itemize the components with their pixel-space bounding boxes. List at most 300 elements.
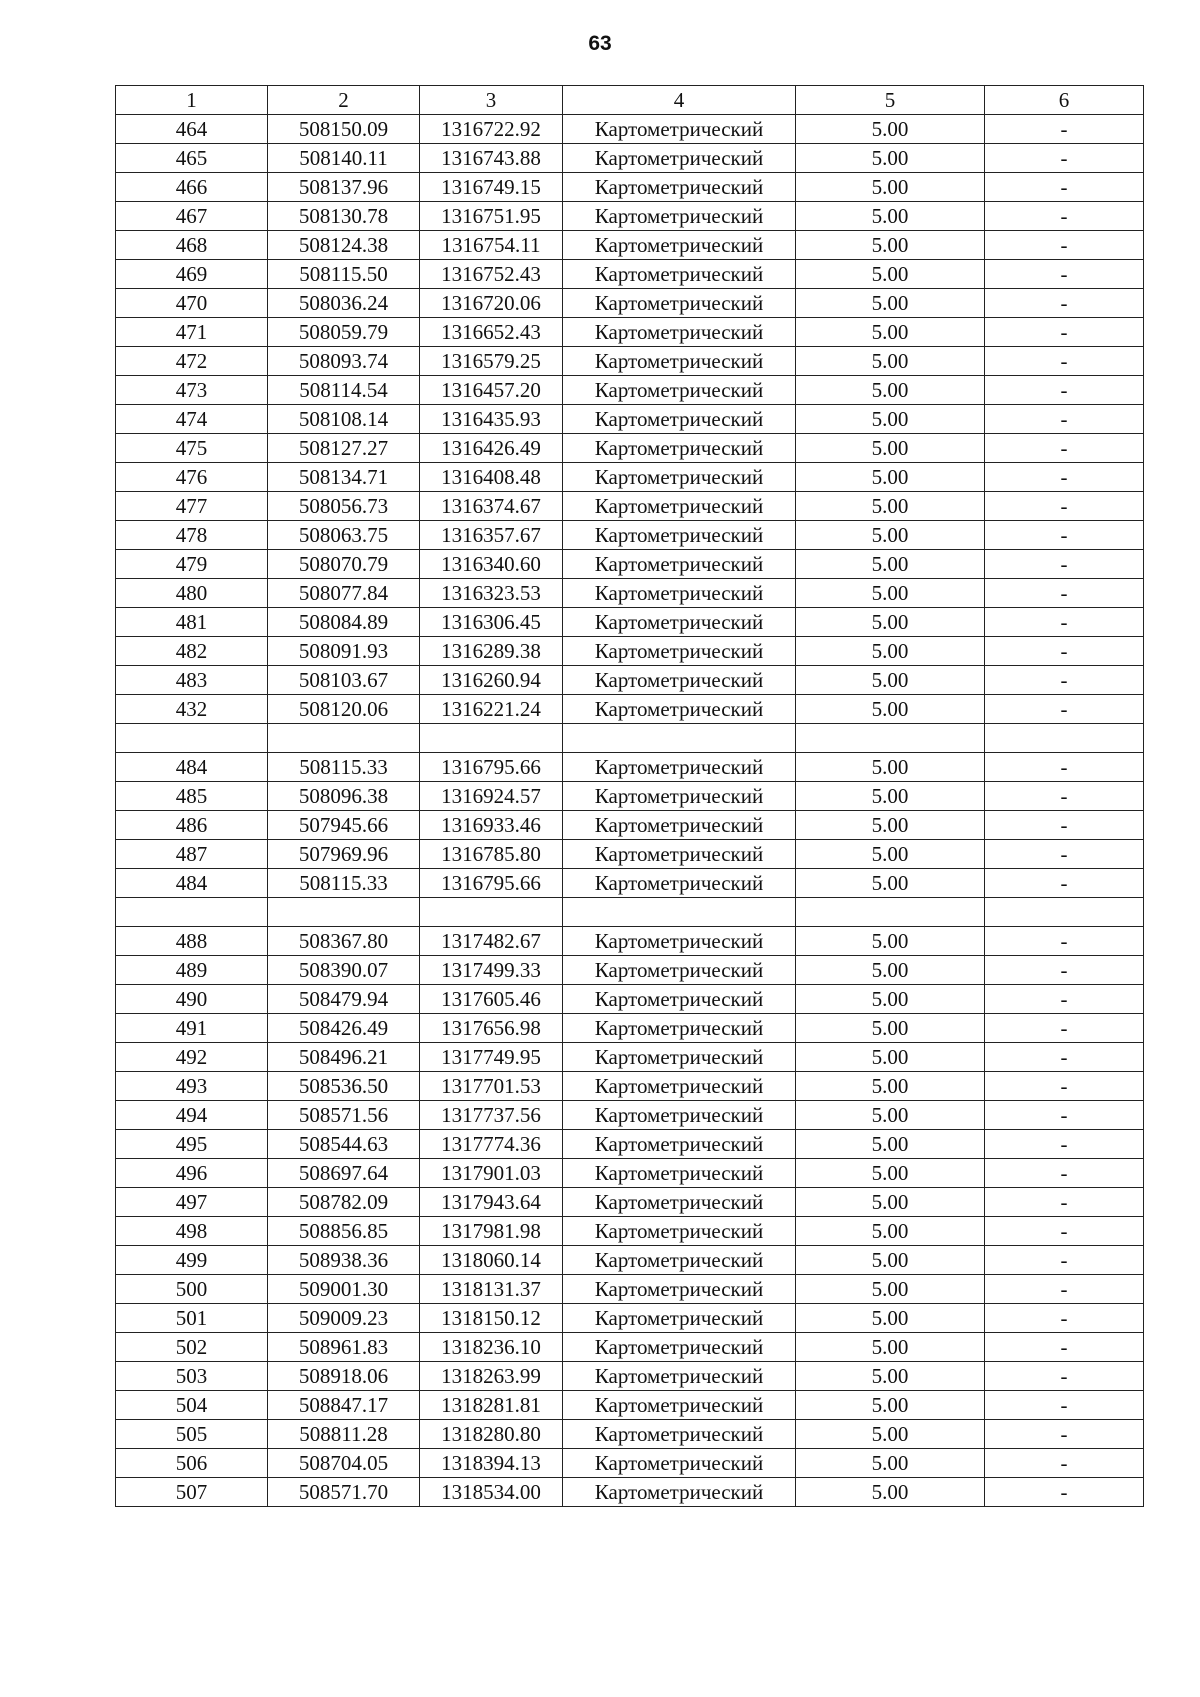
method-cell: Картометрический (563, 231, 796, 260)
point-number-cell: 479 (116, 550, 268, 579)
table-row (116, 1246, 1144, 1275)
table-row (116, 434, 1144, 463)
table-row (116, 782, 1144, 811)
method-cell: Картометрический (563, 492, 796, 521)
table-row (116, 1449, 1144, 1478)
x-coordinate-cell: 508096.38 (268, 782, 420, 811)
y-coordinate-cell: 1318150.12 (420, 1304, 563, 1333)
note-cell: - (985, 1391, 1144, 1420)
point-number-cell: 491 (116, 1014, 268, 1043)
point-number-cell: 485 (116, 782, 268, 811)
point-number-cell: 483 (116, 666, 268, 695)
note-cell: - (985, 608, 1144, 637)
accuracy-cell: 5.00 (796, 637, 985, 666)
table-row (116, 1217, 1144, 1246)
note-cell: - (985, 753, 1144, 782)
point-number-cell: 482 (116, 637, 268, 666)
note-cell: - (985, 1478, 1144, 1507)
accuracy-cell: 5.00 (796, 376, 985, 405)
method-cell: Картометрический (563, 521, 796, 550)
accuracy-cell: 5.00 (796, 1449, 985, 1478)
point-number-cell: 472 (116, 347, 268, 376)
note-cell (985, 724, 1144, 753)
y-coordinate-cell: 1316720.06 (420, 289, 563, 318)
accuracy-cell: 5.00 (796, 956, 985, 985)
table-row (116, 376, 1144, 405)
accuracy-cell: 5.00 (796, 782, 985, 811)
x-coordinate-cell: 508108.14 (268, 405, 420, 434)
method-cell: Картометрический (563, 405, 796, 434)
accuracy-cell: 5.00 (796, 405, 985, 434)
table-row (116, 1304, 1144, 1333)
table-row (116, 985, 1144, 1014)
point-number-cell: 489 (116, 956, 268, 985)
point-number-cell: 500 (116, 1275, 268, 1304)
y-coordinate-cell: 1317901.03 (420, 1159, 563, 1188)
x-coordinate-cell: 508130.78 (268, 202, 420, 231)
table-row (116, 1159, 1144, 1188)
table-row (116, 1188, 1144, 1217)
x-coordinate-cell: 508070.79 (268, 550, 420, 579)
y-coordinate-cell: 1316754.11 (420, 231, 563, 260)
table-row (116, 405, 1144, 434)
accuracy-cell: 5.00 (796, 1101, 985, 1130)
point-number-cell: 495 (116, 1130, 268, 1159)
x-coordinate-cell: 508103.67 (268, 666, 420, 695)
method-cell: Картометрический (563, 1391, 796, 1420)
column-header: 2 (268, 86, 420, 115)
y-coordinate-cell: 1316722.92 (420, 115, 563, 144)
point-number-cell: 504 (116, 1391, 268, 1420)
point-number-cell: 477 (116, 492, 268, 521)
column-header: 4 (563, 86, 796, 115)
note-cell: - (985, 1304, 1144, 1333)
column-header: 1 (116, 86, 268, 115)
y-coordinate-cell: 1316260.94 (420, 666, 563, 695)
x-coordinate-cell: 508496.21 (268, 1043, 420, 1072)
table-row (116, 1275, 1144, 1304)
accuracy-cell: 5.00 (796, 492, 985, 521)
table-row (116, 1362, 1144, 1391)
note-cell: - (985, 1072, 1144, 1101)
accuracy-cell: 5.00 (796, 1304, 985, 1333)
method-cell: Картометрический (563, 376, 796, 405)
note-cell: - (985, 260, 1144, 289)
y-coordinate-cell: 1318131.37 (420, 1275, 563, 1304)
x-coordinate-cell: 508114.54 (268, 376, 420, 405)
method-cell: Картометрический (563, 811, 796, 840)
note-cell: - (985, 1217, 1144, 1246)
table-row (116, 869, 1144, 898)
method-cell: Картометрический (563, 608, 796, 637)
method-cell: Картометрический (563, 956, 796, 985)
point-number-cell: 471 (116, 318, 268, 347)
table-row (116, 666, 1144, 695)
table-row (116, 144, 1144, 173)
method-cell: Картометрический (563, 695, 796, 724)
coordinates-table (115, 85, 1144, 1507)
note-cell: - (985, 1014, 1144, 1043)
method-cell: Картометрический (563, 1043, 796, 1072)
note-cell: - (985, 985, 1144, 1014)
method-cell: Картометрический (563, 1188, 796, 1217)
point-number-cell: 466 (116, 173, 268, 202)
method-cell: Картометрический (563, 202, 796, 231)
accuracy-cell: 5.00 (796, 1072, 985, 1101)
x-coordinate-cell: 508918.06 (268, 1362, 420, 1391)
table-row (116, 898, 1144, 927)
accuracy-cell: 5.00 (796, 202, 985, 231)
note-cell: - (985, 376, 1144, 405)
point-number-cell: 503 (116, 1362, 268, 1391)
y-coordinate-cell: 1316579.25 (420, 347, 563, 376)
x-coordinate-cell: 507969.96 (268, 840, 420, 869)
x-coordinate-cell: 508938.36 (268, 1246, 420, 1275)
note-cell: - (985, 1275, 1144, 1304)
method-cell: Картометрический (563, 579, 796, 608)
x-coordinate-cell (268, 898, 420, 927)
table-row (116, 260, 1144, 289)
method-cell: Картометрический (563, 318, 796, 347)
table-row (116, 202, 1144, 231)
x-coordinate-cell: 508479.94 (268, 985, 420, 1014)
method-cell: Картометрический (563, 1246, 796, 1275)
note-cell: - (985, 869, 1144, 898)
point-number-cell: 497 (116, 1188, 268, 1217)
point-number-cell: 498 (116, 1217, 268, 1246)
method-cell: Картометрический (563, 550, 796, 579)
table-row (116, 579, 1144, 608)
x-coordinate-cell: 508084.89 (268, 608, 420, 637)
table-row (116, 956, 1144, 985)
point-number-cell: 470 (116, 289, 268, 318)
x-coordinate-cell: 508426.49 (268, 1014, 420, 1043)
y-coordinate-cell: 1317701.53 (420, 1072, 563, 1101)
accuracy-cell: 5.00 (796, 1391, 985, 1420)
method-cell: Картометрический (563, 1333, 796, 1362)
table-row (116, 231, 1144, 260)
point-number-cell: 506 (116, 1449, 268, 1478)
note-cell: - (985, 289, 1144, 318)
y-coordinate-cell: 1316306.45 (420, 608, 563, 637)
point-number-cell: 501 (116, 1304, 268, 1333)
x-coordinate-cell: 508571.56 (268, 1101, 420, 1130)
method-cell: Картометрический (563, 1420, 796, 1449)
accuracy-cell: 5.00 (796, 144, 985, 173)
accuracy-cell: 5.00 (796, 1362, 985, 1391)
y-coordinate-cell: 1316795.66 (420, 869, 563, 898)
y-coordinate-cell: 1316357.67 (420, 521, 563, 550)
accuracy-cell: 5.00 (796, 1130, 985, 1159)
y-coordinate-cell: 1318534.00 (420, 1478, 563, 1507)
x-coordinate-cell: 508536.50 (268, 1072, 420, 1101)
x-coordinate-cell: 508782.09 (268, 1188, 420, 1217)
method-cell: Картометрический (563, 1159, 796, 1188)
y-coordinate-cell: 1316323.53 (420, 579, 563, 608)
accuracy-cell: 5.00 (796, 115, 985, 144)
point-number-cell: 464 (116, 115, 268, 144)
note-cell: - (985, 927, 1144, 956)
accuracy-cell: 5.00 (796, 666, 985, 695)
accuracy-cell: 5.00 (796, 1246, 985, 1275)
y-coordinate-cell: 1317981.98 (420, 1217, 563, 1246)
point-number-cell: 502 (116, 1333, 268, 1362)
note-cell: - (985, 347, 1144, 376)
y-coordinate-cell: 1317605.46 (420, 985, 563, 1014)
column-header: 5 (796, 86, 985, 115)
point-number-cell: 465 (116, 144, 268, 173)
point-number-cell: 484 (116, 753, 268, 782)
y-coordinate-cell (420, 724, 563, 753)
y-coordinate-cell: 1317737.56 (420, 1101, 563, 1130)
note-cell: - (985, 492, 1144, 521)
note-cell: - (985, 1101, 1144, 1130)
y-coordinate-cell: 1316408.48 (420, 463, 563, 492)
x-coordinate-cell: 508811.28 (268, 1420, 420, 1449)
x-coordinate-cell: 508847.17 (268, 1391, 420, 1420)
accuracy-cell: 5.00 (796, 434, 985, 463)
table-row (116, 840, 1144, 869)
method-cell: Картометрический (563, 463, 796, 492)
accuracy-cell: 5.00 (796, 550, 985, 579)
accuracy-cell: 5.00 (796, 1333, 985, 1362)
table-row (116, 1072, 1144, 1101)
x-coordinate-cell: 508150.09 (268, 115, 420, 144)
x-coordinate-cell: 508571.70 (268, 1478, 420, 1507)
accuracy-cell: 5.00 (796, 579, 985, 608)
accuracy-cell: 5.00 (796, 1217, 985, 1246)
point-number-cell: 505 (116, 1420, 268, 1449)
point-number-cell: 480 (116, 579, 268, 608)
accuracy-cell: 5.00 (796, 1420, 985, 1449)
note-cell: - (985, 1246, 1144, 1275)
table-row (116, 695, 1144, 724)
accuracy-cell: 5.00 (796, 521, 985, 550)
y-coordinate-cell: 1317499.33 (420, 956, 563, 985)
x-coordinate-cell: 508059.79 (268, 318, 420, 347)
method-cell: Картометрический (563, 927, 796, 956)
y-coordinate-cell: 1317656.98 (420, 1014, 563, 1043)
accuracy-cell: 5.00 (796, 1159, 985, 1188)
table-row (116, 463, 1144, 492)
page-number: 63 (588, 32, 612, 55)
x-coordinate-cell: 508704.05 (268, 1449, 420, 1478)
x-coordinate-cell: 508093.74 (268, 347, 420, 376)
y-coordinate-cell: 1316924.57 (420, 782, 563, 811)
x-coordinate-cell: 508137.96 (268, 173, 420, 202)
y-coordinate-cell: 1316435.93 (420, 405, 563, 434)
x-coordinate-cell: 508115.50 (268, 260, 420, 289)
method-cell: Картометрический (563, 1275, 796, 1304)
x-coordinate-cell: 508115.33 (268, 869, 420, 898)
note-cell: - (985, 550, 1144, 579)
method-cell: Картометрический (563, 1449, 796, 1478)
point-number-cell: 467 (116, 202, 268, 231)
accuracy-cell: 5.00 (796, 695, 985, 724)
point-number-cell: 507 (116, 1478, 268, 1507)
note-cell: - (985, 1333, 1144, 1362)
table-row (116, 173, 1144, 202)
x-coordinate-cell: 508120.06 (268, 695, 420, 724)
y-coordinate-cell: 1318263.99 (420, 1362, 563, 1391)
x-coordinate-cell: 509001.30 (268, 1275, 420, 1304)
accuracy-cell: 5.00 (796, 608, 985, 637)
table-row (116, 521, 1144, 550)
note-cell: - (985, 1362, 1144, 1391)
note-cell: - (985, 231, 1144, 260)
y-coordinate-cell: 1316652.43 (420, 318, 563, 347)
table-row (116, 492, 1144, 521)
accuracy-cell: 5.00 (796, 289, 985, 318)
y-coordinate-cell: 1318281.81 (420, 1391, 563, 1420)
table-header-row (116, 86, 1144, 115)
table-row (116, 318, 1144, 347)
note-cell: - (985, 637, 1144, 666)
y-coordinate-cell: 1316457.20 (420, 376, 563, 405)
point-number-cell: 492 (116, 1043, 268, 1072)
x-coordinate-cell (268, 724, 420, 753)
y-coordinate-cell (420, 898, 563, 927)
x-coordinate-cell: 508124.38 (268, 231, 420, 260)
point-number-cell: 487 (116, 840, 268, 869)
method-cell: Картометрический (563, 1362, 796, 1391)
accuracy-cell: 5.00 (796, 927, 985, 956)
accuracy-cell: 5.00 (796, 318, 985, 347)
method-cell: Картометрический (563, 115, 796, 144)
note-cell: - (985, 434, 1144, 463)
x-coordinate-cell: 508115.33 (268, 753, 420, 782)
table-row (116, 1333, 1144, 1362)
method-cell: Картометрический (563, 840, 796, 869)
table-row (116, 753, 1144, 782)
point-number-cell: 484 (116, 869, 268, 898)
note-cell: - (985, 666, 1144, 695)
accuracy-cell: 5.00 (796, 1188, 985, 1217)
y-coordinate-cell: 1316374.67 (420, 492, 563, 521)
point-number-cell: 490 (116, 985, 268, 1014)
accuracy-cell (796, 724, 985, 753)
x-coordinate-cell: 508036.24 (268, 289, 420, 318)
y-coordinate-cell: 1316426.49 (420, 434, 563, 463)
x-coordinate-cell: 508961.83 (268, 1333, 420, 1362)
method-cell: Картометрический (563, 1130, 796, 1159)
table-row (116, 608, 1144, 637)
method-cell: Картометрический (563, 144, 796, 173)
x-coordinate-cell: 508367.80 (268, 927, 420, 956)
note-cell: - (985, 144, 1144, 173)
point-number-cell: 481 (116, 608, 268, 637)
table-row (116, 115, 1144, 144)
x-coordinate-cell: 507945.66 (268, 811, 420, 840)
note-cell: - (985, 1188, 1144, 1217)
table-row (116, 289, 1144, 318)
point-number-cell: 486 (116, 811, 268, 840)
note-cell: - (985, 1159, 1144, 1188)
method-cell: Картометрический (563, 869, 796, 898)
method-cell: Картометрический (563, 347, 796, 376)
method-cell: Картометрический (563, 1072, 796, 1101)
note-cell: - (985, 1420, 1144, 1449)
accuracy-cell (796, 898, 985, 927)
accuracy-cell: 5.00 (796, 869, 985, 898)
x-coordinate-cell: 508063.75 (268, 521, 420, 550)
table-row (116, 637, 1144, 666)
point-number-cell (116, 898, 268, 927)
method-cell: Картометрический (563, 666, 796, 695)
column-header: 3 (420, 86, 563, 115)
y-coordinate-cell: 1317774.36 (420, 1130, 563, 1159)
accuracy-cell: 5.00 (796, 231, 985, 260)
y-coordinate-cell: 1317749.95 (420, 1043, 563, 1072)
point-number-cell: 494 (116, 1101, 268, 1130)
method-cell (563, 898, 796, 927)
x-coordinate-cell: 508077.84 (268, 579, 420, 608)
point-number-cell: 488 (116, 927, 268, 956)
y-coordinate-cell: 1318236.10 (420, 1333, 563, 1362)
method-cell: Картометрический (563, 260, 796, 289)
x-coordinate-cell: 508390.07 (268, 956, 420, 985)
note-cell: - (985, 1130, 1144, 1159)
y-coordinate-cell: 1316340.60 (420, 550, 563, 579)
y-coordinate-cell: 1316785.80 (420, 840, 563, 869)
accuracy-cell: 5.00 (796, 1043, 985, 1072)
point-number-cell: 476 (116, 463, 268, 492)
y-coordinate-cell: 1316743.88 (420, 144, 563, 173)
y-coordinate-cell: 1317943.64 (420, 1188, 563, 1217)
note-cell: - (985, 521, 1144, 550)
point-number-cell: 432 (116, 695, 268, 724)
accuracy-cell: 5.00 (796, 347, 985, 376)
table-row (116, 927, 1144, 956)
x-coordinate-cell: 508856.85 (268, 1217, 420, 1246)
point-number-cell (116, 724, 268, 753)
table-row (116, 347, 1144, 376)
method-cell: Картометрический (563, 1101, 796, 1130)
table-body (116, 115, 1144, 1507)
point-number-cell: 468 (116, 231, 268, 260)
note-cell: - (985, 782, 1144, 811)
table-row (116, 1420, 1144, 1449)
y-coordinate-cell: 1318060.14 (420, 1246, 563, 1275)
method-cell: Картометрический (563, 289, 796, 318)
method-cell: Картометрический (563, 985, 796, 1014)
accuracy-cell: 5.00 (796, 173, 985, 202)
point-number-cell: 478 (116, 521, 268, 550)
y-coordinate-cell: 1316795.66 (420, 753, 563, 782)
table-row (116, 724, 1144, 753)
note-cell: - (985, 405, 1144, 434)
x-coordinate-cell: 508140.11 (268, 144, 420, 173)
y-coordinate-cell: 1318280.80 (420, 1420, 563, 1449)
method-cell: Картометрический (563, 637, 796, 666)
note-cell: - (985, 463, 1144, 492)
method-cell: Картометрический (563, 173, 796, 202)
note-cell: - (985, 811, 1144, 840)
y-coordinate-cell: 1316933.46 (420, 811, 563, 840)
point-number-cell: 499 (116, 1246, 268, 1275)
note-cell: - (985, 115, 1144, 144)
point-number-cell: 496 (116, 1159, 268, 1188)
accuracy-cell: 5.00 (796, 985, 985, 1014)
accuracy-cell: 5.00 (796, 753, 985, 782)
table-row (116, 1391, 1144, 1420)
method-cell: Картометрический (563, 782, 796, 811)
point-number-cell: 474 (116, 405, 268, 434)
note-cell: - (985, 202, 1144, 231)
x-coordinate-cell: 508091.93 (268, 637, 420, 666)
y-coordinate-cell: 1317482.67 (420, 927, 563, 956)
y-coordinate-cell: 1316221.24 (420, 695, 563, 724)
